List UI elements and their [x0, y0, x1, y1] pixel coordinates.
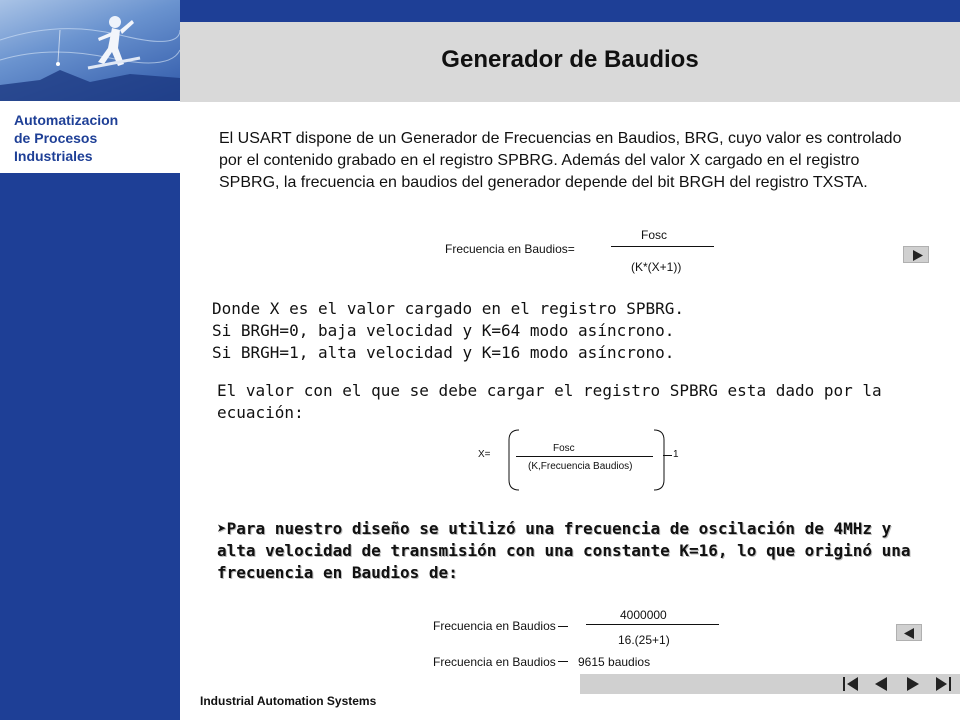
back-button[interactable] [896, 624, 922, 641]
prev-arrow-icon [897, 625, 923, 642]
equation-intro: El valor con el que se debe cargar el registro SPBRG esta dado por la ecuación: [217, 381, 882, 422]
prev-slide-button[interactable] [866, 674, 896, 694]
formula2-denominator: (K,Frecuencia Baudios) [528, 461, 633, 472]
next-slide-button[interactable] [898, 674, 928, 694]
formula2-numerator: Fosc [553, 443, 575, 454]
formula3-equals1 [558, 626, 568, 627]
top-strip [180, 0, 960, 22]
formula2-minus-one: 1 [673, 449, 679, 460]
formula1-fraction-line [611, 246, 714, 247]
footer-text: Industrial Automation Systems [200, 694, 377, 708]
title-band [180, 22, 960, 102]
design-bullet [217, 518, 937, 584]
prev-slide-icon [866, 674, 896, 694]
last-slide-icon [928, 674, 958, 694]
slide-navigation-bar [580, 674, 960, 694]
formula1-numerator: Fosc [641, 228, 668, 242]
next-arrow-icon [904, 247, 930, 264]
formula1-denominator: (K*(X+1)) [631, 260, 682, 274]
subtitle-box [0, 101, 180, 173]
formula2-left-bracket [505, 428, 525, 492]
formula2-left: X= [478, 449, 491, 460]
formula3-equals2 [558, 661, 568, 662]
first-slide-button[interactable] [836, 674, 866, 694]
formula3-label1: Frecuencia en Baudios [433, 619, 556, 633]
formula3-label2: Frecuencia en Baudios [433, 655, 556, 669]
design-bullet-text: Para nuestro diseño se utilizó una frecuencia de oscilación de 4MHz y alta velocidad de transmisión con una constante K=16, lo que originó una frecuencia en Baudios de: [217, 519, 911, 582]
formula2-right-bracket [650, 428, 670, 492]
formula1-left: Frecuencia en Baudios= [445, 242, 575, 256]
formula3-denominator: 16.(25+1) [618, 633, 670, 647]
formula3-result: 9615 baudios [578, 655, 651, 669]
formula3-fraction-line [586, 624, 719, 625]
last-slide-button[interactable] [928, 674, 958, 694]
next-slide-icon [898, 674, 928, 694]
formula3-numerator: 4000000 [620, 608, 667, 622]
notes-block: Donde X es el valor cargado en el registro SPBRG. Si BRGH=0, baja velocidad y K=64 modo asíncrono. Si BRGH=1, alta velocidad y K=16 modo asíncrono. [212, 299, 685, 362]
formula2-fraction-line [516, 456, 653, 457]
formula2-minus-sign [663, 455, 672, 456]
page-title: Generador de Baudios [441, 46, 699, 73]
intro-paragraph: El USART dispone de un Generador de Frecuencias en Baudios, BRG, cuyo valor es controlado por el contenido grabado en el registro SPBRG. Además del valor X cargado en el registro SPBRG, la frecuencia en baudios del generador depende del bit BRGH del registro TXSTA. [219, 130, 902, 191]
next-button[interactable] [903, 246, 929, 263]
course-subtitle: Automatizacion de Procesos Industriales [14, 112, 119, 164]
bullet-arrow-icon: ➤ [217, 519, 227, 538]
first-slide-icon [836, 674, 866, 694]
banner-image [0, 0, 180, 101]
